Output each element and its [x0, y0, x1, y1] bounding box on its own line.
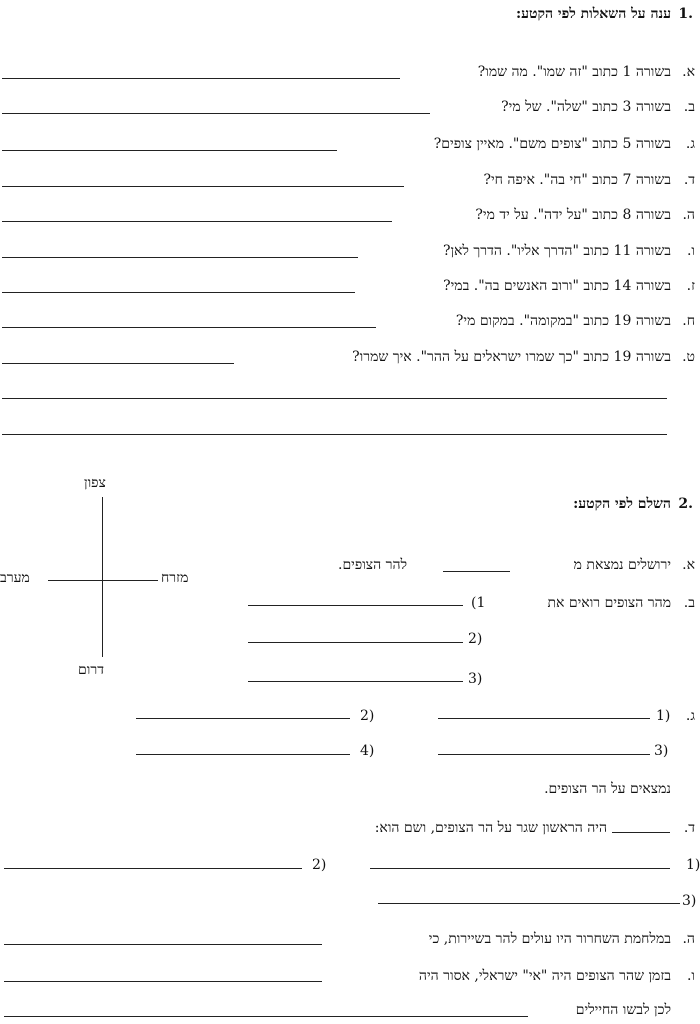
q2e-letter: ה. [682, 931, 695, 947]
q1d-answer-line[interactable] [2, 186, 404, 187]
q2c-letter: ג. [685, 708, 695, 724]
q1a-letter: א. [682, 64, 695, 80]
q2b-text: מהר הצופים רואים את [547, 595, 671, 611]
q1h-question: בשורה 19 כתוב "במקומה". במקום מי? [455, 313, 671, 329]
compass-vertical-axis [102, 497, 103, 657]
q2f-answer-line-2[interactable] [4, 1016, 528, 1017]
q2d-letter: ד. [683, 820, 695, 836]
q1f-answer-line[interactable] [2, 257, 358, 258]
q2d-text: היה הראשון שגר על הר הצופים, ושם הוא: [374, 820, 607, 836]
q2c-item-1-line[interactable] [438, 718, 650, 719]
q2d-item-3-label: (3 [682, 893, 697, 909]
q2d-item-2-label: (2 [312, 857, 327, 873]
q1g-answer-line[interactable] [2, 292, 355, 293]
q2d-item-1-line[interactable] [370, 868, 670, 869]
q2a-text-end: להר הצופים. [338, 557, 408, 573]
q2d-item-3-line[interactable] [378, 903, 680, 904]
q2d-item-2-line[interactable] [4, 868, 302, 869]
q1b-answer-line[interactable] [2, 113, 430, 114]
q2b-item-2-label: (2 [468, 631, 483, 647]
q1i-answer-line-2[interactable] [2, 398, 667, 399]
q2b-item-1-line[interactable] [248, 605, 463, 606]
q1a-answer-line[interactable] [2, 78, 400, 79]
q1c-answer-line[interactable] [2, 150, 337, 151]
q1b-letter: ב. [683, 99, 695, 115]
q2b-item-2-line[interactable] [248, 642, 463, 643]
q1i-answer-line[interactable] [2, 363, 234, 364]
q1i-answer-line-3[interactable] [2, 434, 667, 435]
compass-horizontal-axis [48, 580, 158, 581]
q1c-question: בשורה 5 כתוב "צופים משם". מאיין צופים? [433, 136, 671, 152]
q2a-answer-blank[interactable] [443, 571, 510, 572]
q2d-answer-blank[interactable] [612, 832, 670, 833]
q1f-question: בשורה 11 כתוב "הדרך אליו". הדרך לאן? [442, 243, 671, 259]
compass-west-label: מערב [0, 570, 30, 586]
compass-north-label: צפון [84, 475, 106, 491]
q2c-item-3-line[interactable] [438, 754, 650, 755]
compass-east-label: מזרח [161, 570, 189, 586]
q1d-question: בשורה 7 כתוב "חי בה". איפה חי? [483, 172, 671, 188]
q2b-item-3-label: (3 [468, 671, 483, 687]
q1-number: .1 [678, 6, 693, 22]
q2e-answer-line[interactable] [4, 944, 322, 945]
q2c-item-2-label: (2 [360, 708, 375, 724]
q1e-answer-line[interactable] [2, 221, 392, 222]
q2f-letter: ו. [686, 968, 695, 984]
q1h-answer-line[interactable] [2, 327, 376, 328]
q2a-text-start: ירושלים נמצאת מ [573, 557, 671, 573]
q2c-item-4-line[interactable] [136, 754, 350, 755]
q2f-text-2: לכן לבשו החיילים [575, 1002, 671, 1018]
q2c-item-2-line[interactable] [136, 718, 350, 719]
q2b-item-3-line[interactable] [248, 681, 463, 682]
q1g-letter: ז. [686, 278, 695, 294]
q2c-item-1-label: (1 [656, 708, 671, 724]
q2b-item-1-label: 1) [471, 595, 486, 611]
q2c-item-3-label: (3 [654, 743, 669, 759]
q1d-letter: ד. [683, 172, 695, 188]
q2-number: .2 [678, 496, 693, 512]
q1e-letter: ה. [682, 207, 695, 223]
compass-south-label: דרום [78, 662, 104, 678]
q1i-letter: ט. [682, 349, 695, 365]
q2f-answer-line[interactable] [4, 981, 322, 982]
q2d-item-1-label: (1 [686, 857, 700, 873]
q2e-text: במלחמת השחרור היו עולים להר בשיירות, כי [428, 931, 671, 947]
q2b-letter: ב. [683, 595, 695, 611]
q2c-tail-text: נמצאים על הר הצופים. [544, 781, 671, 797]
q1-title: ענה על השאלות לפי הקטע: [515, 6, 671, 22]
q1i-question: בשורה 19 כתוב "כך שמרו ישראלים על ההר". איך שמרו? [352, 349, 671, 365]
q1f-letter: ו. [686, 243, 695, 259]
q1c-letter: ג. [685, 136, 695, 152]
q2c-item-4-label: (4 [360, 743, 375, 759]
q1e-question: בשורה 8 כתוב "על ידה". על יד מי? [475, 207, 671, 223]
q2a-letter: א. [682, 557, 695, 573]
q1a-question: בשורה 1 כתוב "זה שמו". מה שמו? [477, 64, 671, 80]
q2f-text: בזמן שהר הצופים היה "אי" ישראלי, אסור היה [418, 968, 671, 984]
q2-title: השלם לפי הקטע: [573, 496, 671, 512]
q1b-question: בשורה 3 כתוב "שלה". של מי? [501, 99, 671, 115]
q1h-letter: ח. [682, 313, 695, 329]
q1g-question: בשורה 14 כתוב "ורוב האנשים בה". במי? [443, 278, 671, 294]
